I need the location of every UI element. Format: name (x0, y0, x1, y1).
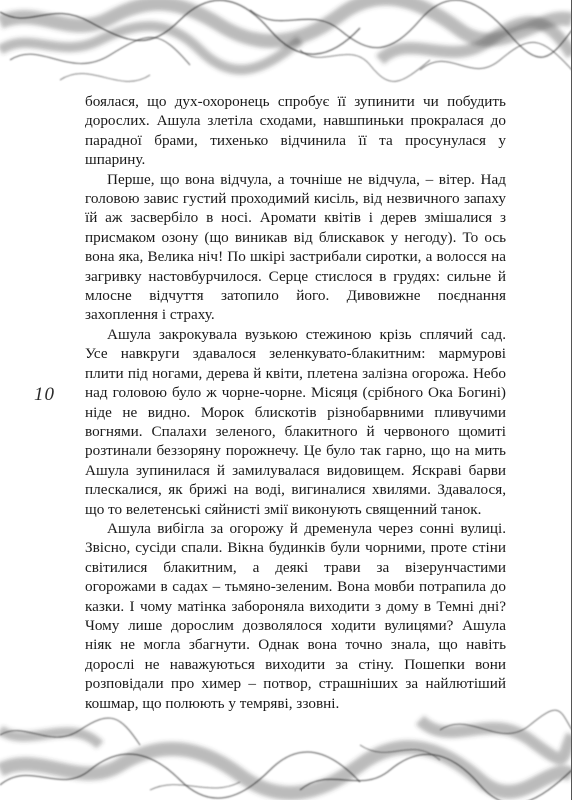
smoke-decoration-top (0, 0, 572, 100)
paragraph-2: Перше, що вона відчула, а точніше не відчула, – вітер. Над головою завис густий проходимий кисіль, від незвичного запаху їй аж засвербіло в носі. Аромати квітів і дерев змішалися з присмаком озону (що виникав від блискавок у негоду). То ось вона яка, Велика ніч! По шкірі застрибали сиротки, а волосся на загривку настовбурчилося. Серце стислося в грудях: сильне й млосне відчуття затопило його. Дивовижне поєднання захоплення і страху. (85, 170, 506, 324)
body-text (85, 92, 506, 713)
paragraph-4: Ашула вибігла за огорожу й дременула через сонні вулиці. Звісно, сусіди спали. Вікна будинків були чорними, проте стіни світилися блакитним, а деякі трави за візерунчастими огорожами в садах – тьмяно-зеленим. Вона мовби потрапила до казки. І чому матінка забороняла виходити з дому в Темні дні? Чому лише дорослим дозволялося ходити вулицями? Ашула ніяк не могла збагнути. Однак вона точно знала, що навіть дорослі не наважуються виходити за стіну. Пошепки вони розповідали про химер – потвор, страшніших за найлютіший кошмар, що полюють у темряві, ззовні. (85, 519, 506, 712)
paragraph-1: боялася, що дух-охоронець спробує її зупинити чи побудить дорослих. Ашула злетіла сходами, навшпиньки прокралася до парадної брами, тихенько відчинила її та просунулася у шпарину. (85, 93, 506, 169)
paragraph-3: Ашула закрокувала вузькою стежиною крізь сплячий сад. Усе навкруги здавалося зеленкувато-блакитним: мармурові плити під ногами, дерева й квіти, плетена залізна огорожа. Небо над головою було ж чорне-чорне. Місяця (срібного Ока Богині) ніде не видно. Морок блискотів різнобарвними пливучими вогнями. Спалахи зеленого, блакитного й червоного щомиті розтинали беззоряну порожнечу. Це було так гарно, що на мить Ашула зупинилася й замилувалася видовищем. Яскраві барви плескалися, як брижі на воді, вигиналися хвилями. Здавалося, що то велетенські сяйнисті змії виконують священний танок. (85, 325, 506, 518)
page-number: 10 (34, 384, 55, 405)
